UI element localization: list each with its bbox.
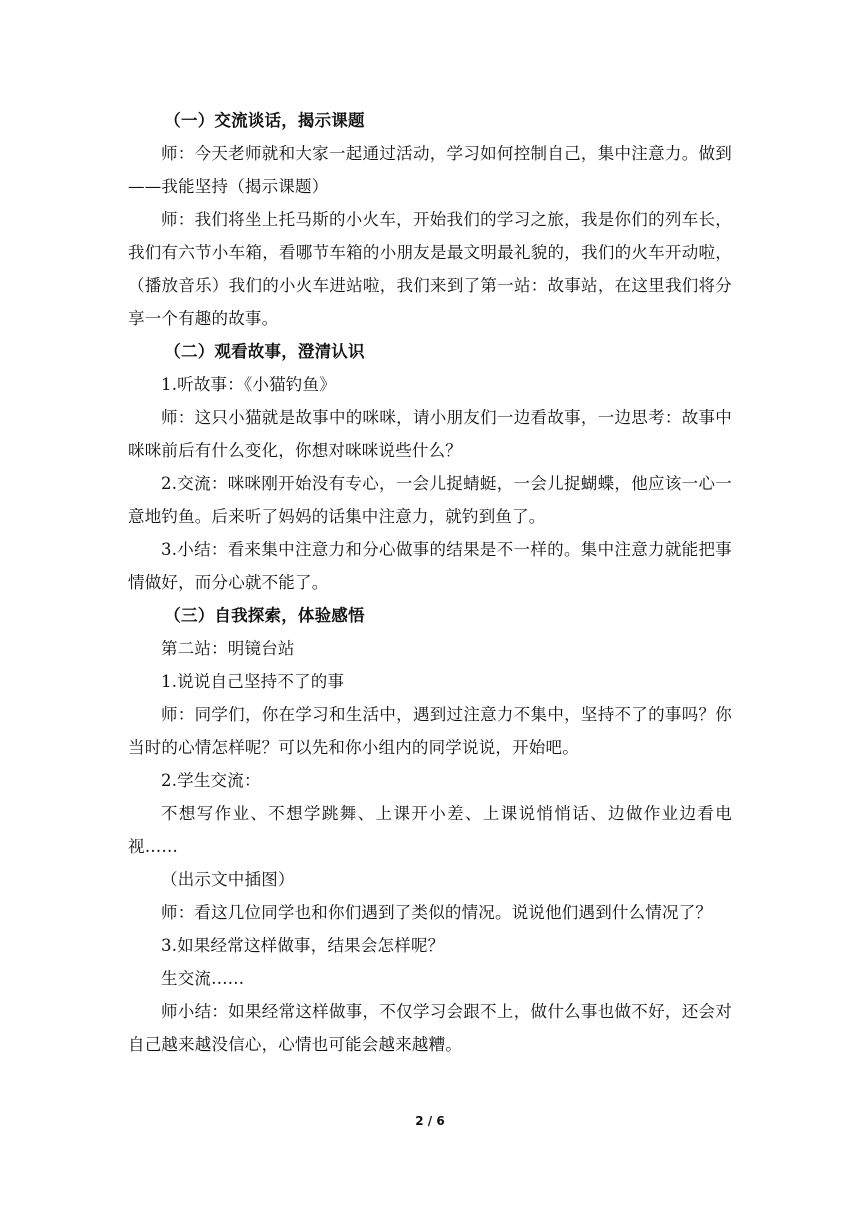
section-heading-1: （一）交流谈话，揭示课题: [164, 111, 365, 130]
paragraph: 生交流…...: [161, 969, 245, 988]
paragraph: 1.听故事：《小猫钓鱼》: [161, 375, 336, 394]
paragraph: 2.交流：咪咪刚开始没有专心，一会儿捉蜻蜓，一会儿捉蝴蝶，他应该一心一意地钓鱼。后来听了妈妈的话集中注意力，就钓到鱼了。: [128, 474, 732, 526]
paragraph: 师：看这几位同学也和你们遇到了类似的情况。说说他们遇到什么情况了？: [161, 903, 713, 922]
page-number: 2 / 6: [415, 1114, 445, 1128]
paragraph: 2.学生交流：: [161, 771, 261, 790]
paragraph: 师：今天老师就和大家一起通过活动，学习如何控制自己，集中注意力。做到——我能坚持（揭示课题）: [128, 144, 732, 196]
paragraph: 师：同学们，你在学习和生活中，遇到过注意力不集中，坚持不了的事吗？你当时的心情怎样呢？可以先和你小组内的同学说说，开始吧。: [128, 705, 732, 757]
section-heading-3: （三）自我探索，体验感悟: [164, 606, 365, 625]
paragraph: 3.如果经常这样做事，结果会怎样呢？: [161, 936, 445, 955]
paragraph: 3.小结：看来集中注意力和分心做事的结果是不一样的。集中注意力就能把事情做好，而分心就不能了。: [128, 540, 732, 592]
section-heading-2: （二）观看故事，澄清认识: [164, 342, 365, 361]
paragraph: 第二站：明镜台站: [161, 639, 295, 658]
paragraph: （出示文中插图）: [161, 870, 295, 889]
paragraph: 不想写作业、不想学跳舞、上课开小差、上课说悄悄话、边做作业边看电视……: [128, 804, 732, 856]
paragraph: 师小结：如果经常这样做事，不仅学习会跟不上，做什么事也做不好，还会对自己越来越没信心，心情也可能会越来越糟。: [128, 1002, 732, 1054]
paragraph: 师：我们将坐上托马斯的小火车，开始我们的学习之旅，我是你们的列车长，我们有六节小车箱，看哪节车箱的小朋友是最文明最礼貌的，我们的火车开动啦，（播放音乐）我们的小火车进站啦，我们来到了第一站：故事站，在这里我们将分享一个有趣的故事。: [128, 210, 732, 328]
paragraph: 师：这只小猫就是故事中的咪咪，请小朋友们一边看故事，一边思考：故事中咪咪前后有什么变化，你想对咪咪说些什么？: [128, 408, 732, 460]
paragraph: 1.说说自己坚持不了的事: [161, 672, 345, 691]
document-body: [128, 104, 732, 1061]
